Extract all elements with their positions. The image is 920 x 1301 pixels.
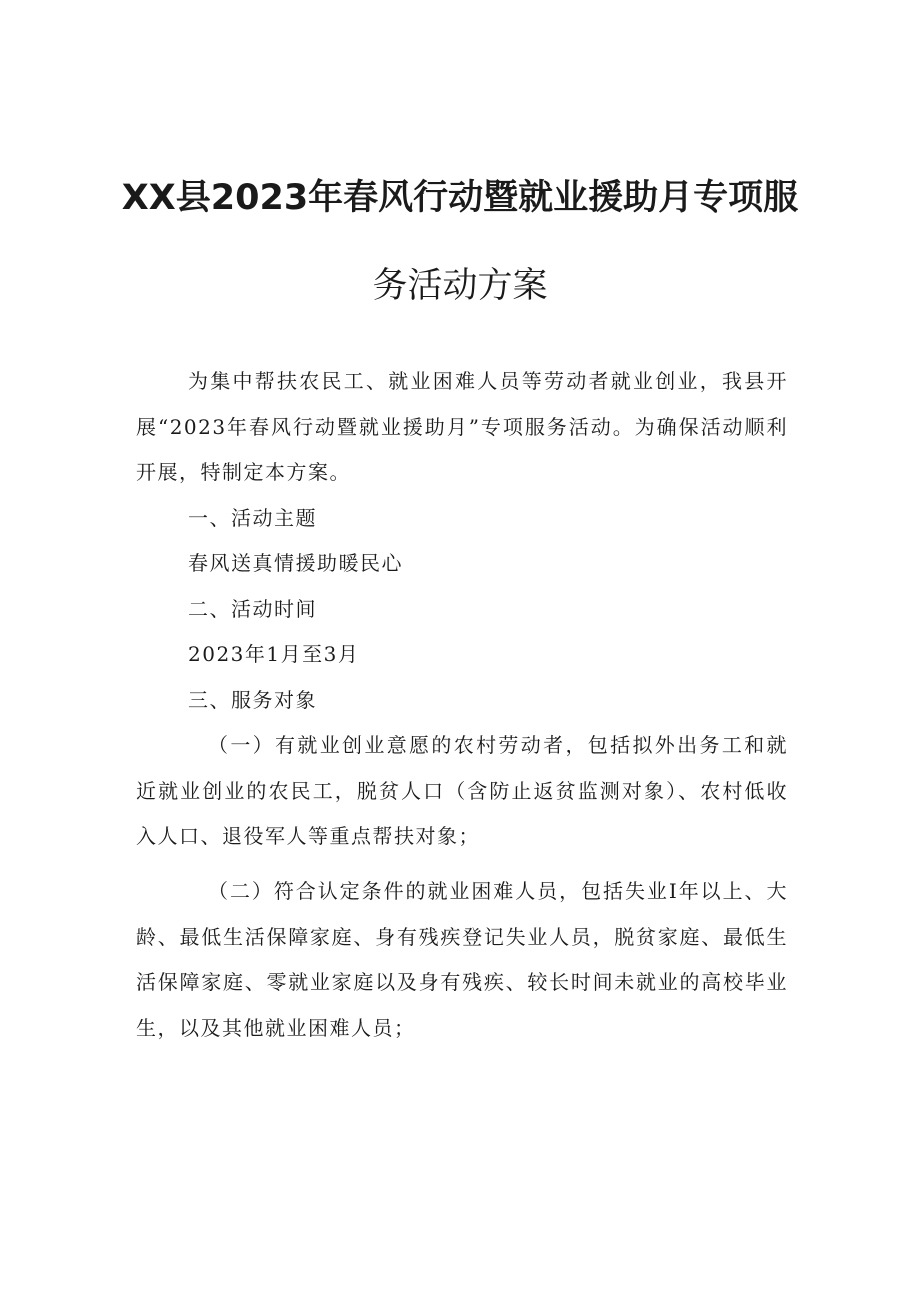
- section3-item1: （一）有就业创业意愿的农村劳动者，包括拟外出务工和就近就业创业的农民工，脱贫人口（含防止返贫监测对象）、农村低收入人口、退役军人等重点帮扶对象；: [136, 733, 788, 848]
- section3-heading: 三、服务对象: [188, 688, 317, 712]
- document-title-line2: 务活动方案: [372, 266, 548, 306]
- section2-heading: 二、活动时间: [188, 597, 317, 621]
- section1-heading: 一、活动主题: [188, 506, 317, 530]
- section2-text: 2023年1月至3月: [188, 642, 360, 666]
- section3-item2: （二）符合认定条件的就业困难人员，包括失业I年以上、大龄、最低生活保障家庭、身有残疾登记失业人员，脱贫家庭、最低生活保障家庭、零就业家庭以及身有残疾、较长时间未就业的高校毕业生，以及其他就业困难人员；: [136, 879, 788, 1040]
- document-title-line1: XX县2023年春风行动暨就业援助月专项服: [121, 178, 799, 218]
- intro-paragraph: 为集中帮扶农民工、就业困难人员等劳动者就业创业，我县开展“2023年春风行动暨就业援助月”专项服务活动。为确保活动顺利开展，特制定本方案。: [136, 369, 788, 484]
- section1-text: 春风送真情援助暖民心: [188, 551, 403, 575]
